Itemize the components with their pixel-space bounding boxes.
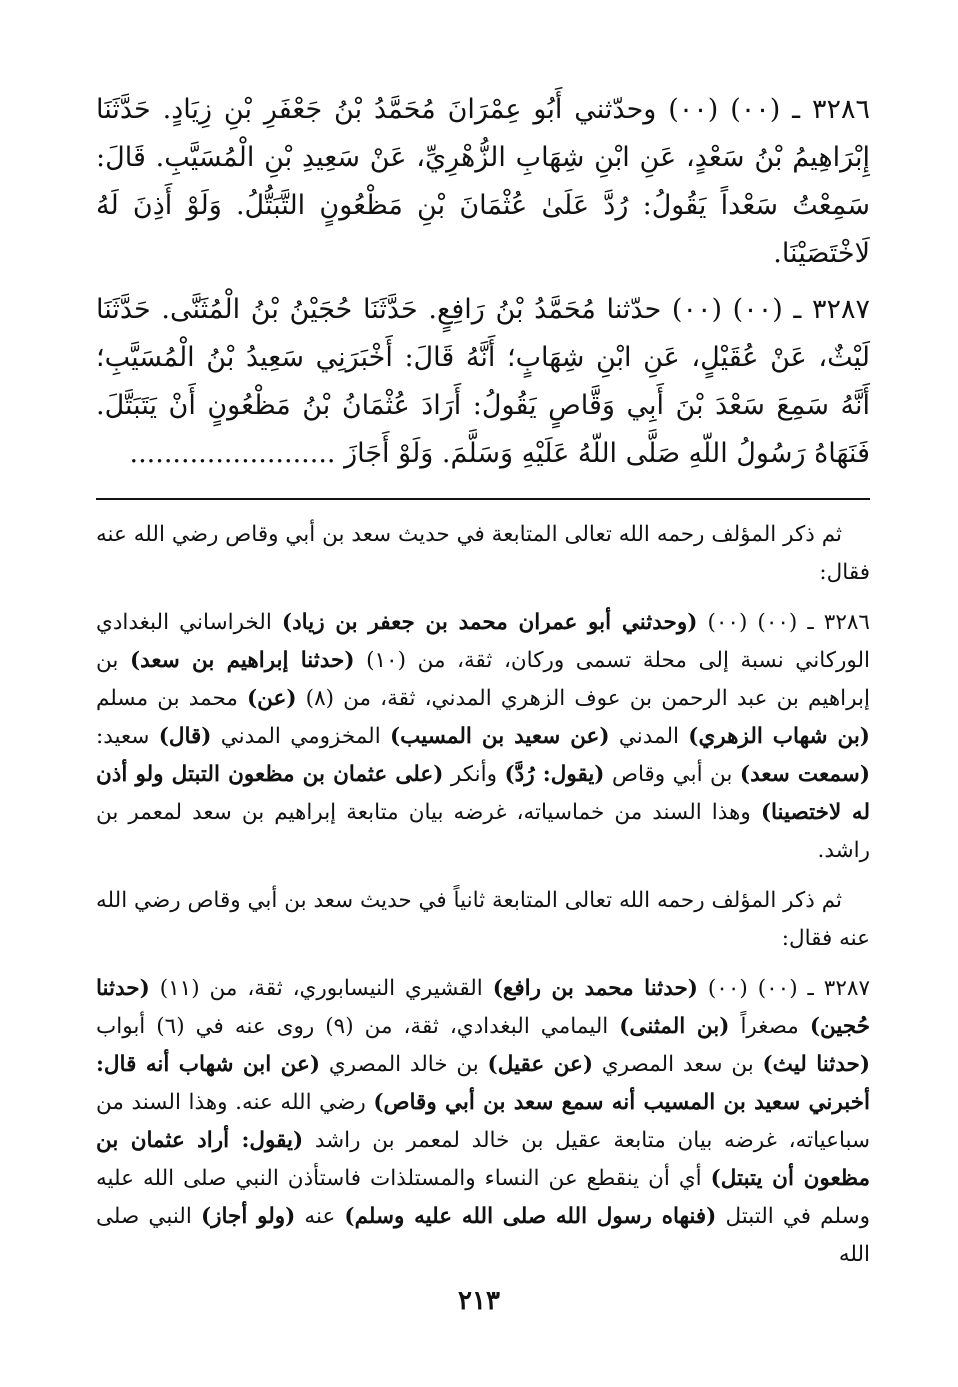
bold-quote-segment: (عن ابن شهاب أنه قال: أخبرني سعيد بن المسيب أنه سمع سعد بن أبي وقاص): [96, 1052, 871, 1115]
commentary-segment: المدني: [609, 724, 689, 749]
bold-quote-segment: (وحدثني أبو عمران محمد بن جعفر بن زياد): [281, 610, 698, 635]
bold-quote-segment: (على عثمان بن مظعون التبتل ولو أذن له لاختصينا): [96, 762, 870, 825]
commentary-segment: وهذا السند من خماسياته، غرضه بيان متابعة إبراهيم بن سعد لمعمر بن راشد.: [96, 800, 870, 863]
commentary-segment: ٣٢٨٧ ـ (٠٠) (٠٠): [697, 976, 870, 1001]
bold-quote-segment: (حدثنا حُجين): [96, 976, 871, 1039]
commentary-segment: رضي الله عنه. وهذا السند من سباعياته، غرضه بيان متابعة عقيل بن خالد لمعمر بن راشد: [96, 1090, 870, 1153]
commentary-segment: بن خالد المصري: [320, 1052, 488, 1077]
hadith-3286: ٣٢٨٦ ـ (٠٠) (٠٠) وحدّثني أَبُو عِمْرَانَ مُحَمَّدُ بْنُ جَعْفَرِ بْنِ زِيَادٍ. حَدَّثَنَا إِبْرَاهِيمُ بْنُ سَعْدٍ، عَنِ ابْنِ شِهَابِ الزُّهْرِيِّ، عَنْ سَعِيدِ بْنِ الْمُسَيَّبِ. قَالَ: سَمِعْتُ سَعْداً يَقُولُ: رُدَّ عَلَىٰ عُثْمَانَ بْنِ مَظْعُونٍ التَّبَتُّلُ. وَلَوْ أَذِنَ لَهُ لَاخْتَصَيْنَا.: [96, 94, 870, 269]
commentary-segment: مصغراً: [729, 1014, 810, 1039]
commentary-segment: اليمامي البغدادي، ثقة، من (٩) روى عنه في (٦) أبواب: [96, 1014, 620, 1039]
commentary-intro-2: ثم ذكر المؤلف رحمه الله تعالى المتابعة ثانياً في حديث سعد بن أبي وقاص رضي الله عنه فقال:: [96, 888, 870, 951]
commentary-segment: عنه: [295, 1204, 345, 1229]
bold-quote-segment: (حدثنا ليث): [762, 1052, 871, 1077]
page-content: [96, 86, 870, 1286]
bold-quote-segment: (سمعت سعد): [739, 762, 870, 787]
commentary-segment: بن إبراهيم بن عبد الرحمن بن عوف الزهري المدني، ثقة، من (٨): [96, 648, 870, 711]
commentary-segment: بن سعد المصري: [593, 1052, 763, 1077]
hadith-text: [96, 86, 870, 478]
commentary-3286: [96, 604, 870, 870]
bold-quote-segment: (حدثنا محمد بن رافع): [492, 976, 698, 1001]
bold-quote-segment: (ولو أجاز): [200, 1204, 296, 1229]
commentary-segment: بن أبي وقاص: [604, 762, 740, 787]
commentary-segment: محمد بن مسلم: [96, 686, 247, 711]
bold-quote-segment: (قال): [158, 724, 212, 749]
commentary-segment: وأنكر: [443, 762, 505, 787]
commentary-segment: المخزومي المدني: [211, 724, 390, 749]
bold-quote-segment: (بن المثنى): [619, 1014, 730, 1039]
commentary-segment: ٣٢٨٦ ـ (٠٠) (٠٠): [697, 610, 870, 635]
bold-quote-segment: (يقول: أراد عثمان بن مظعون أن يتبتل): [96, 1128, 870, 1191]
page-number: ٢١٣: [458, 1286, 500, 1316]
bold-quote-segment: (عن): [246, 686, 297, 711]
bold-quote-segment: (فنهاه رسول الله صلى الله عليه وسلم): [344, 1204, 717, 1229]
bold-quote-segment: (عن سعيد بن المسيب): [389, 724, 610, 749]
hadith-3287: ٣٢٨٧ ـ (٠٠) (٠٠) حدّثنا مُحَمَّدُ بْنُ رَافِعٍ. حَدَّثَنَا حُجَيْنُ بْنُ الْمُثَنَّى. حَدَّثَنَا لَيْثٌ، عَنْ عُقَيْلٍ، عَنِ ابْنِ شِهَابٍ؛ أَنَّهُ قَالَ: أَخْبَرَنِي سَعِيدُ بْنُ الْمُسَيَّبِ؛ أَنَّهُ سَمِعَ سَعْدَ بْنَ أَبِي وَقَّاصٍ يَقُولُ: أَرَادَ عُثْمَانُ بْنُ مَظْعُونٍ أَنْ يَتَبَتَّلَ. فَنَهَاهُ رَسُولُ اللّهِ صَلَّى اللّهُ عَلَيْهِ وَسَلَّمَ. وَلَوْ أَجَازَ ........................: [96, 294, 871, 469]
separator-rule: [96, 498, 870, 500]
commentary-segment: سعيد:: [96, 724, 159, 749]
bold-quote-segment: (يقول: رُدَّ): [504, 762, 605, 787]
commentary: [96, 516, 870, 1274]
commentary-segment: النبي صلى الله: [96, 1204, 870, 1267]
commentary-segment: القشيري النيسابوري، ثقة، من (١١): [149, 976, 493, 1001]
commentary-3287: [96, 970, 870, 1274]
commentary-segment: الخراساني البغدادي الوركاني نسبة إلى محلة تسمى وركان، ثقة، من (١٠): [96, 610, 870, 673]
bold-quote-segment: (حدثنا إبراهيم بن سعد): [129, 648, 355, 673]
commentary-segment: أي أن ينقطع عن النساء والمستلذات فاستأذن النبي صلى الله عليه وسلم في التبتل: [96, 1166, 870, 1229]
bold-quote-segment: (عن عقيل): [487, 1052, 593, 1077]
bold-quote-segment: (بن شهاب الزهري): [688, 724, 870, 749]
commentary-intro-1: ثم ذكر المؤلف رحمه الله تعالى المتابعة في حديث سعد بن أبي وقاص رضي الله عنه فقال:: [96, 522, 870, 585]
